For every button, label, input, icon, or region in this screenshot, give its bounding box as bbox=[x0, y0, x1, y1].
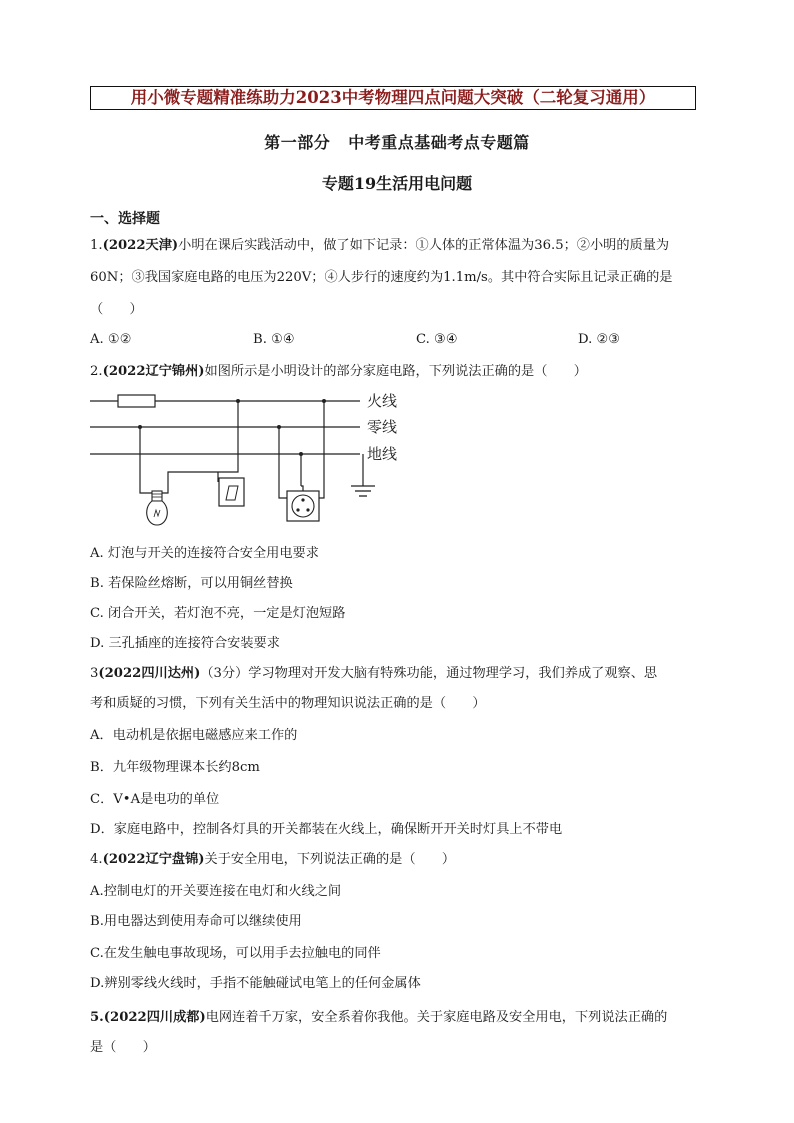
q4-source: (2022辽宁盘锦) bbox=[102, 852, 205, 867]
q2-stem: 2.(2022辽宁锦州)如图所示是小明设计的部分家庭电路，下列说法正确的是（ ） bbox=[90, 364, 587, 379]
q3-option-b: B．九年级物理课本长约8cm bbox=[90, 760, 260, 775]
q5-source: (2022四川成都) bbox=[103, 1010, 206, 1025]
q3-option-d: D．家庭电路中，控制各灯具的开关都装在火线上，确保断开开关时灯具上不带电 bbox=[90, 822, 563, 837]
topic-title: 专题19生活用电问题 bbox=[321, 174, 473, 193]
q5-line2: 是（ ） bbox=[90, 1040, 156, 1055]
q1-line1: 1.(2022天津)小明在课后实践活动中，做了如下记录：①人体的正常体温为36.5；②小明的质量为 bbox=[90, 238, 670, 253]
q1-option-c: C. ③④ bbox=[416, 332, 458, 347]
part-heading bbox=[0, 130, 794, 153]
q5-text1: 电网连着千万家，安全系着你我他。关于家庭电路及安全用电，下列说法正确的 bbox=[205, 1010, 668, 1025]
q3-line2: 考和质疑的习惯，下列有关生活中的物理知识说法正确的是（ ） bbox=[90, 696, 486, 711]
earth-ground-icon bbox=[351, 486, 375, 496]
part-label: 第一部分 bbox=[264, 133, 331, 152]
switch-icon bbox=[219, 478, 244, 506]
banner-title: 用小微专题精准练助力2023中考物理四点问题大突破（二轮复习通用） bbox=[90, 86, 696, 110]
q4-option-d: D.辨别零线火线时，手指不能触碰试电笔上的任何金属体 bbox=[90, 976, 421, 991]
q2-text: 如图所示是小明设计的部分家庭电路，下列说法正确的是（ ） bbox=[204, 364, 587, 379]
circuit-diagram bbox=[85, 388, 415, 538]
q3-line1: 3(2022四川达州)（3分）学习物理对开发大脑有特殊功能，通过物理学习，我们养成了观察、思 bbox=[90, 666, 658, 681]
q1-source: (2022天津) bbox=[102, 238, 179, 253]
q2-option-c: C. 闭合开关，若灯泡不亮，一定是灯泡短路 bbox=[90, 606, 346, 621]
q3-option-c: C．V•A是电功的单位 bbox=[90, 792, 220, 807]
ground-label: 地线 bbox=[367, 445, 398, 463]
q2-option-a: A. 灯泡与开关的连接符合安全用电要求 bbox=[90, 546, 319, 561]
q2-option-b: B. 若保险丝熔断，可以用铜丝替换 bbox=[90, 576, 293, 591]
part-title: 中考重点基础考点专题篇 bbox=[348, 133, 530, 152]
q3-source: (2022四川达州) bbox=[98, 666, 201, 681]
q1-option-a: A. ①② bbox=[90, 332, 132, 347]
neutral-label: 零线 bbox=[367, 418, 398, 436]
q5-line1: 5.(2022四川成都)电网连着千万家，安全系着你我他。关于家庭电路及安全用电，下列说法正确的 bbox=[90, 1010, 668, 1025]
q1-text1: 小明在课后实践活动中，做了如下记录：①人体的正常体温为36.5；②小明的质量为 bbox=[178, 238, 670, 253]
q1-line2: 60N；③我国家庭电路的电压为220V；④人步行的速度约为1.1m/s。其中符合实际且记录正确的是 bbox=[90, 270, 673, 285]
q4-stem: 4.(2022辽宁盘锦)关于安全用电，下列说法正确的是（ ） bbox=[90, 852, 456, 867]
q1-option-d: D. ②③ bbox=[578, 332, 621, 347]
q1-option-b: B. ①④ bbox=[253, 332, 295, 347]
q4-text: 关于安全用电，下列说法正确的是（ ） bbox=[204, 852, 456, 867]
q2-source: (2022辽宁锦州) bbox=[102, 364, 205, 379]
fuse-icon bbox=[118, 395, 155, 407]
q3-text1: （3分）学习物理对开发大脑有特殊功能，通过物理学习，我们养成了观察、思 bbox=[200, 666, 658, 681]
q2-option-d: D. 三孔插座的连接符合安装要求 bbox=[90, 636, 280, 651]
q4-option-b: B.用电器达到使用寿命可以继续使用 bbox=[90, 914, 302, 929]
lamp-icon bbox=[147, 491, 168, 525]
three-hole-socket-icon bbox=[287, 491, 319, 521]
q4-option-c: C.在发生触电事故现场，可以用手去拉触电的同伴 bbox=[90, 946, 381, 961]
live-label: 火线 bbox=[367, 392, 398, 410]
section-title: 一、选择题 bbox=[90, 211, 160, 227]
q3-option-a: A．电动机是依据电磁感应来工作的 bbox=[90, 728, 298, 743]
q4-option-a: A.控制电灯的开关要连接在电灯和火线之间 bbox=[90, 884, 342, 899]
q1-line3: （ ） bbox=[90, 302, 143, 317]
